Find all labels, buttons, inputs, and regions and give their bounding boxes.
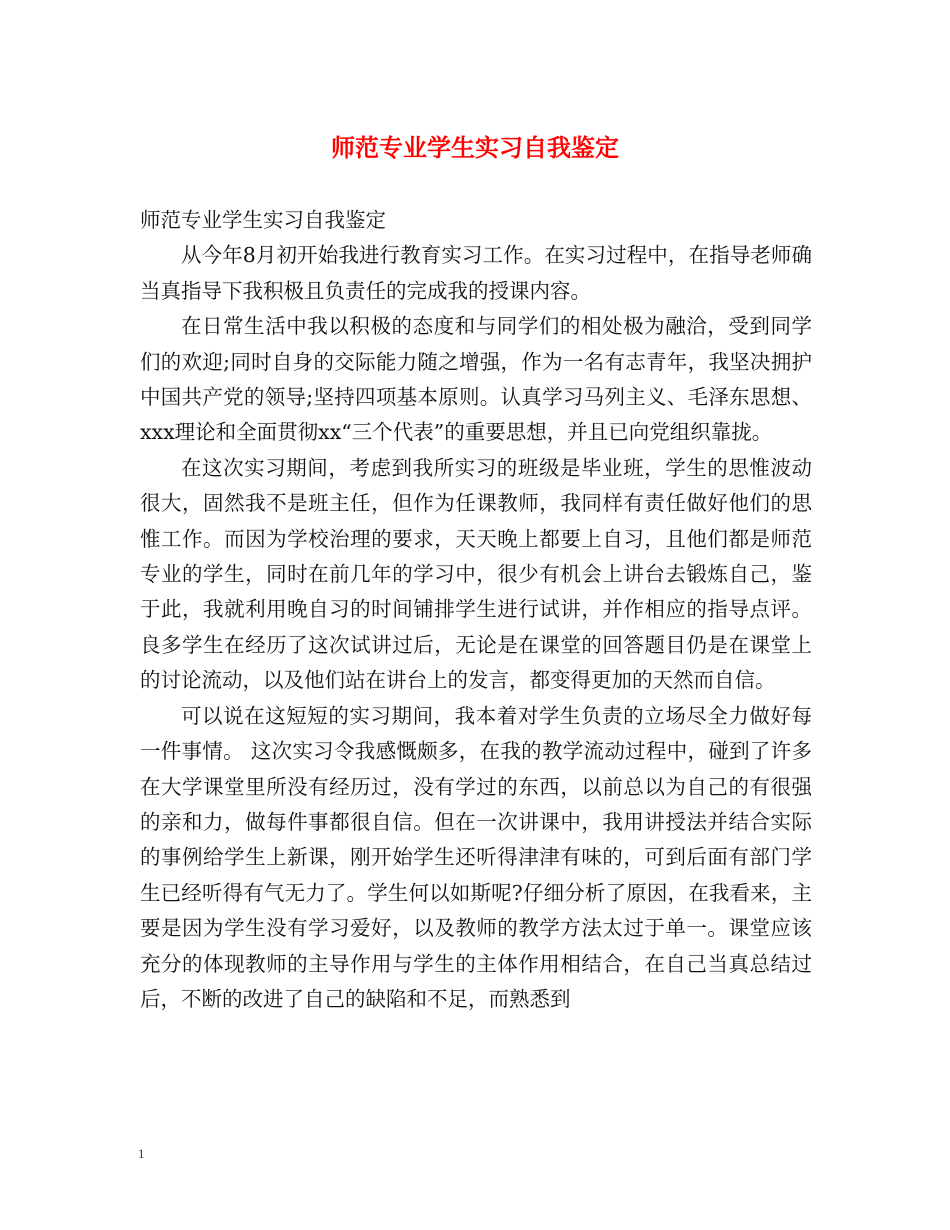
document-body: [140, 203, 812, 1017]
document-subtitle: 师范专业学生实习自我鉴定: [140, 208, 386, 232]
paragraph-3: 在这次实习期间，考虑到我所实习的班级是毕业班，学生的思惟波动很大，固然我不是班主任，但作为任课教师，我同样有责任做好他们的思惟工作。而因为学校治理的要求，天天晚上都要上自习，且他们都是师范专业的学生，同时在前几年的学习中，很少有机会上讲台去锻炼自己，鉴于此，我就利用晚自习的时间铺排学生进行试讲，并作相应的指导点评。良多学生在经历了这次试讲过后，无论是在课堂的回答题目仍是在课堂上的讨论流动，以及他们站在讲台上的发言，都变得更加的天然而自信。: [140, 455, 812, 693]
document-title: 师范专业学生实习自我鉴定: [331, 133, 619, 162]
paragraph-1: 从今年8月初开始我进行教育实习工作。在实习过程中，在指导老师确当真指导下我积极且负责任的完成我的授课内容。: [140, 243, 812, 303]
page-number: 1: [138, 1146, 145, 1161]
paragraph-2: 在日常生活中我以积极的态度和与同学们的相处极为融洽，受到同学们的欢迎;同时自身的交际能力随之增强，作为一名有志青年，我坚决拥护中国共产党的领导;坚持四项基本原则。认真学习马列主义、毛泽东思想、xxx理论和全面贯彻xx“三个代表”的重要思想，并且已向党组织靠拢。: [140, 314, 812, 445]
paragraph-4: 可以说在这短短的实习期间，我本着对学生负责的立场尽全力做好每一件事情。 这次实习令我感慨颇多，在我的教学流动过程中，碰到了许多在大学课堂里所没有经历过，没有学过的东西，以前总以为自己的有很强的亲和力，做每件事都很自信。但在一次讲课中，我用讲授法并结合实际的事例给学生上新课，刚开始学生还听得津津有味的，可到后面有部门学生已经听得有气无力了。学生何以如斯呢?仔细分析了原因，在我看来，主要是因为学生没有学习爱好，以及教师的教学方法太过于单一。课堂应该充分的体现教师的主导作用与学生的主体作用相结合，在自己当真总结过后，不断的改进了自己的缺陷和不足，而熟悉到: [140, 703, 812, 1011]
